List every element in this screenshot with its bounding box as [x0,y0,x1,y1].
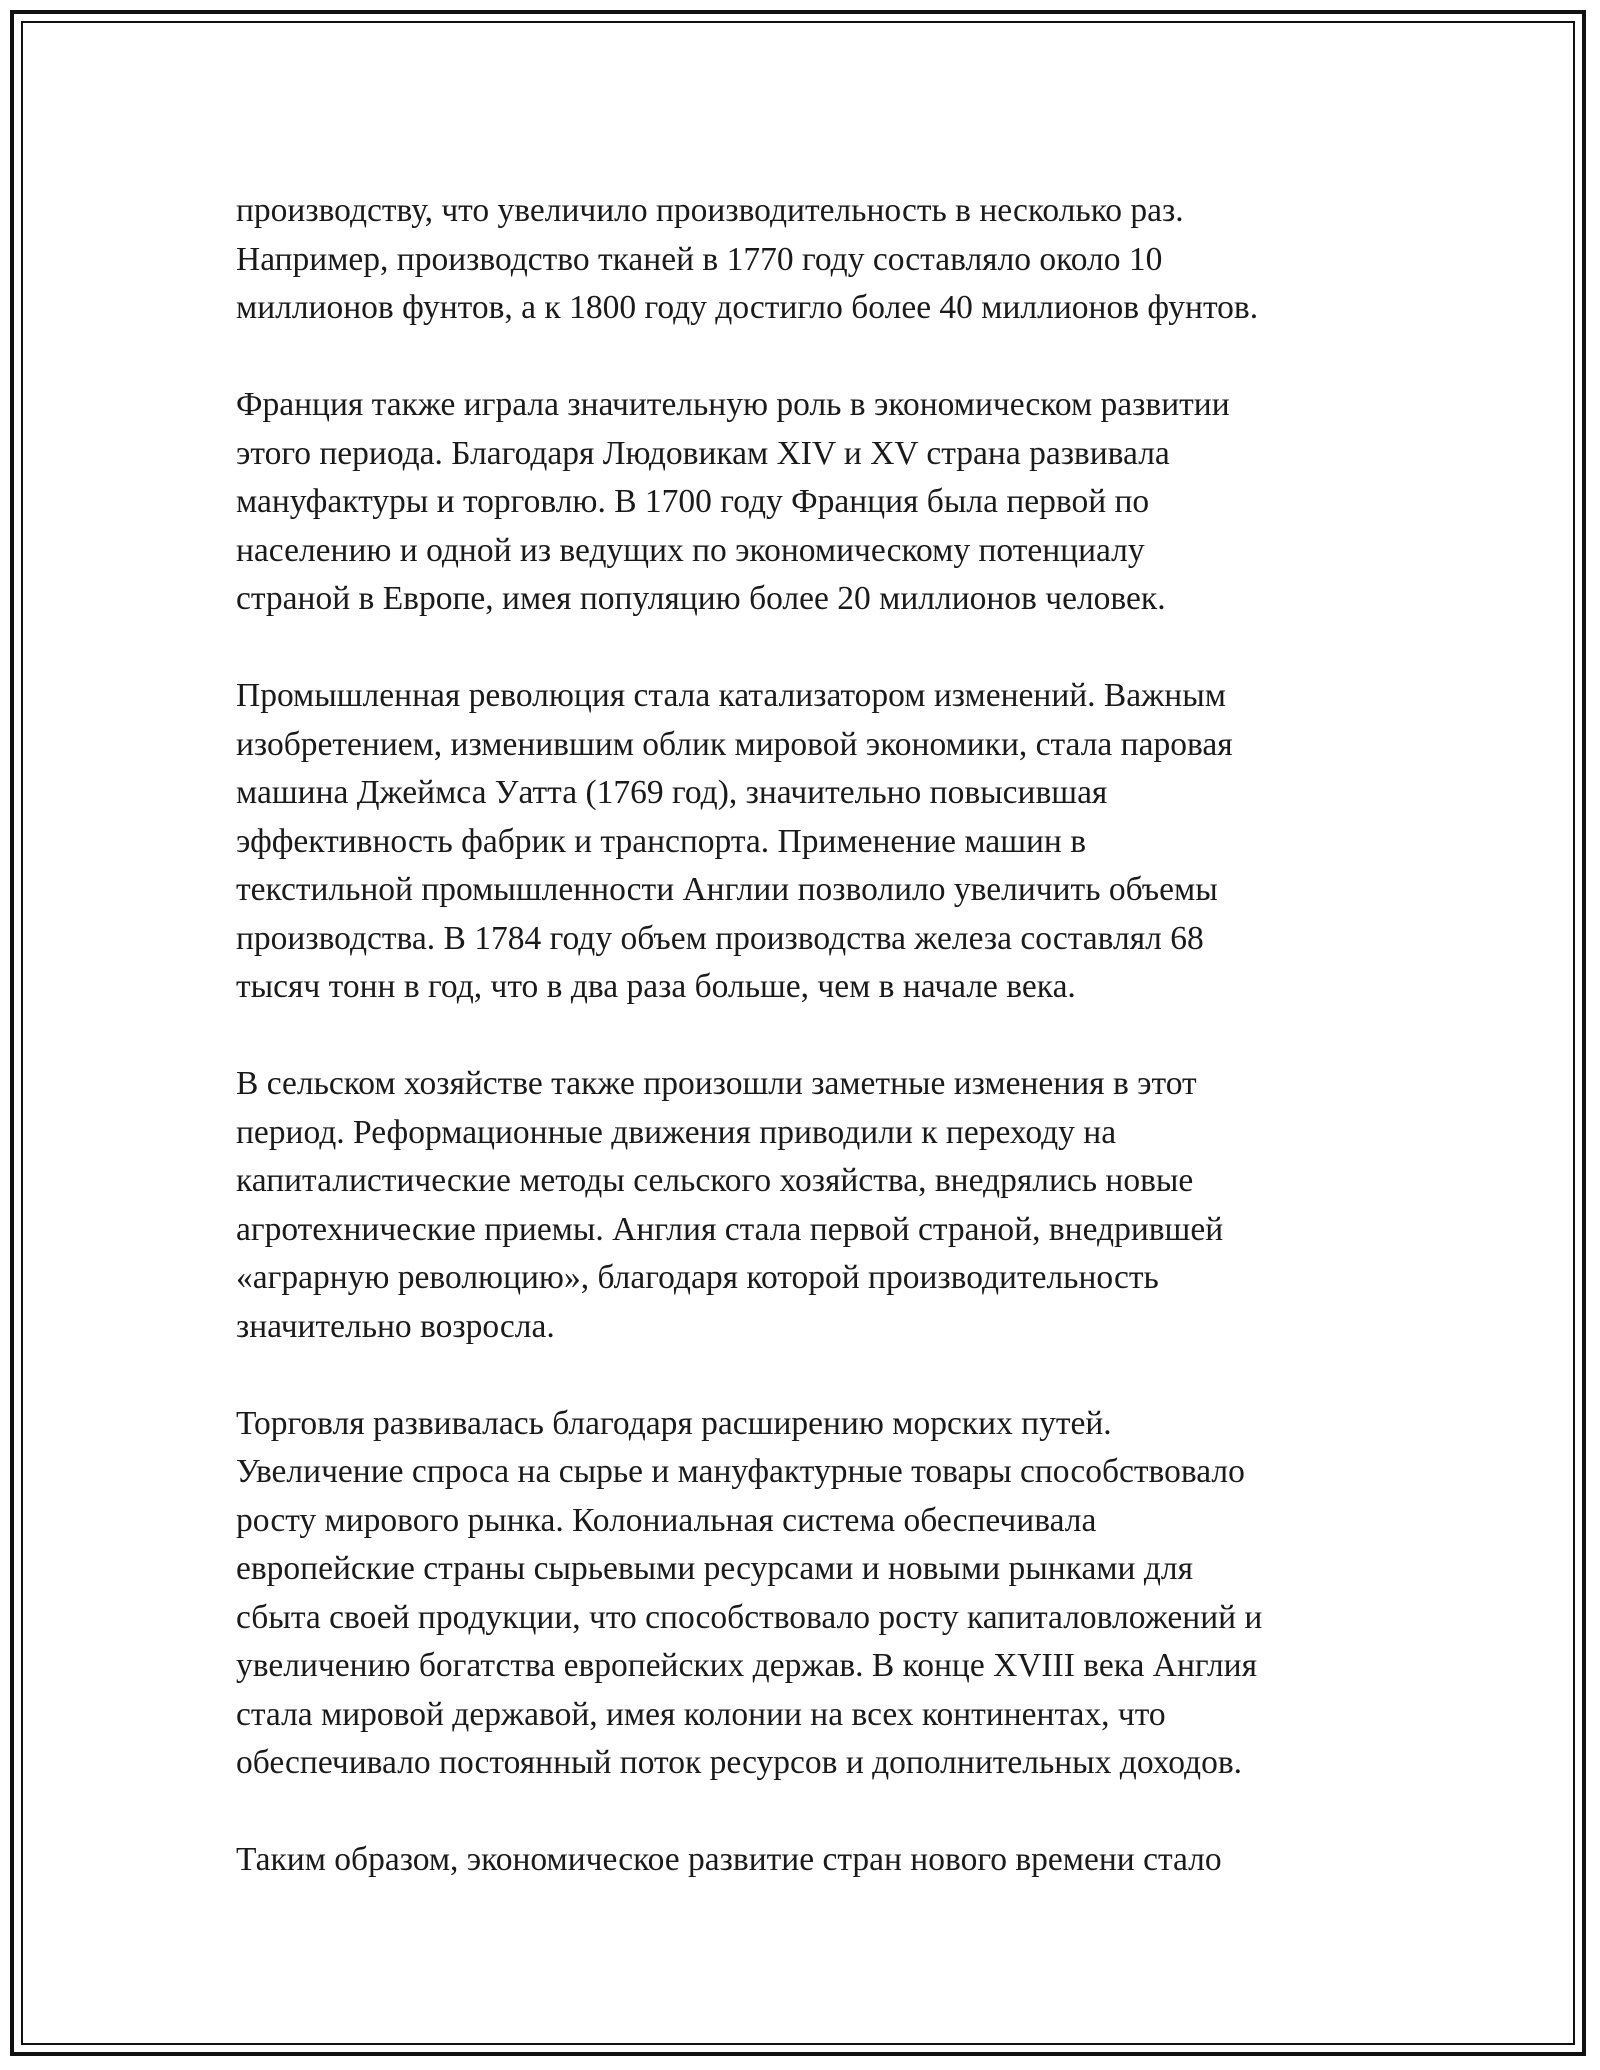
text-line: этого периода. Благодаря Людовикам XIV и XV страна развивала [236,434,1170,472]
text-line: увеличению богатства европейских держав. В конце XVIII века Англия [236,1647,1258,1684]
text-line: капиталистические методы сельского хозяйства, внедрялись новые [236,1162,1194,1199]
text-line: Увеличение спроса на сырье и мануфактурные товары способствовало [236,1453,1245,1490]
text-line: мануфактуры и торговлю. В 1700 году Франция была первой по [236,483,1150,520]
text-line: миллионов фунтов, а к 1800 году достигло более 40 миллионов фунтов. [236,289,1259,326]
text-line: сбыта своей продукции, что способствовало росту капиталовложений и [236,1598,1263,1636]
text-line: производства. В 1784 году объем производства железа составлял 68 [236,919,1204,957]
text-line: Промышленная революция стала катализатором изменений. Важным [236,677,1226,714]
text-line: европейские страны сырьевыми ресурсами и новыми рынками для [236,1550,1194,1587]
text-line: Таким образом, экономическое развитие стран нового времени стало [236,1841,1222,1878]
text-line: Франция также играла значительную роль в экономическом развитии [236,386,1230,423]
text-line: страной в Европе, имея популяцию более 20 миллионов человек. [236,580,1166,617]
text-line: Торговля развивалась благодаря расширению морских путей. [236,1404,1112,1442]
text-line: росту мирового рынка. Колониальная система обеспечивала [236,1501,1097,1539]
text-line: производству, что увеличило производительность в несколько раз. [236,192,1184,229]
text-line: В сельском хозяйстве также произошли заметные изменения в этот [236,1065,1197,1102]
text-line: изобретением, изменившим облик мировой экономики, стала паровая [236,725,1233,763]
text-line: тысяч тонн в год, что в два раза больше, чем в начале века. [236,968,1076,1005]
text-line: стала мировой державой, имея колонии на всех континентах, что [236,1695,1166,1733]
text-line: «аграрную революцию», благодаря которой производительность [236,1259,1159,1296]
text-line: населению и одной из ведущих по экономическому потенциалу [236,531,1145,569]
text-line: текстильной промышленности Англии позволило увеличить объемы [236,871,1218,908]
text-line: агротехнические приемы. Англия стала первой страной, внедрившей [236,1210,1224,1248]
text-line: значительно возросла. [236,1307,555,1345]
paragraph-industrial-revolution [236,672,1386,1012]
paragraph-trade [236,1400,1386,1788]
paragraph-france [236,381,1386,624]
document-body [236,187,1386,1933]
text-line: Например, производство тканей в 1770 году составляло около 10 [236,240,1163,278]
paragraph-conclusion [236,1836,1386,1885]
text-line: период. Реформационные движения приводили к переходу на [236,1113,1117,1151]
text-line: эффективность фабрик и транспорта. Применение машин в [236,822,1087,860]
paragraph-agriculture [236,1060,1386,1351]
text-line: машина Джеймса Уатта (1769 год), значительно повысившая [236,774,1108,811]
text-line: обеспечивало постоянный поток ресурсов и дополнительных доходов. [236,1744,1243,1781]
paragraph-textile-production [236,187,1386,333]
